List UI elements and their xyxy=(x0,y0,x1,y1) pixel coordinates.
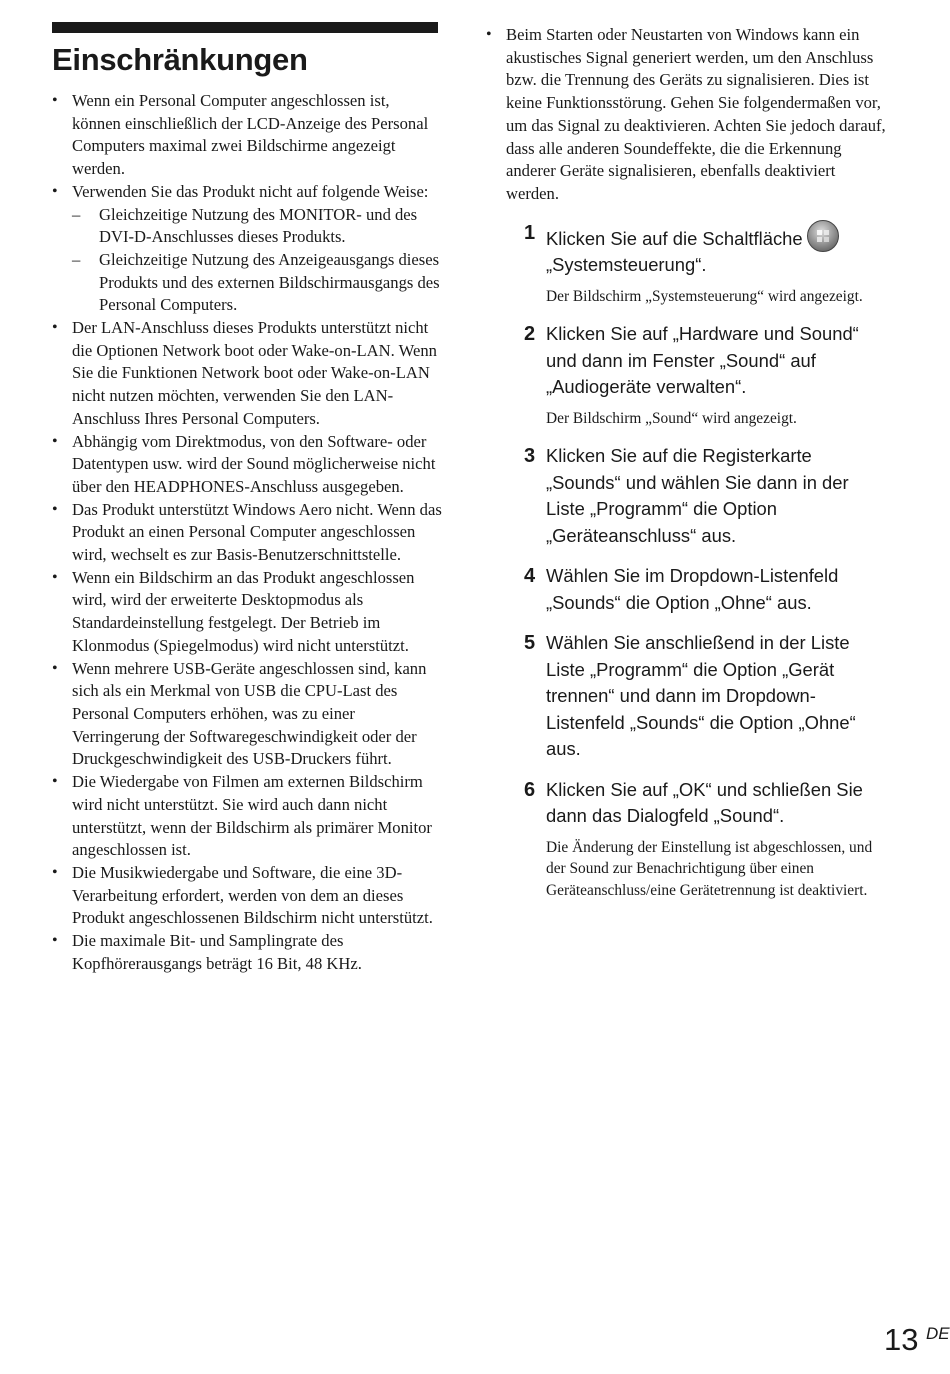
step-number: 1 xyxy=(524,221,536,244)
list-item: • Der LAN-Anschluss dieses Produkts unterstützt nicht die Optionen Network boot oder Wake-on-LAN. Wenn Sie die Funktionen Network boot oder Wake-on-LAN nicht nutzen möchten, verwenden Sie den LAN-Anschluss Ihres Personal Computers. xyxy=(52,317,442,431)
list-item: • Das Produkt unterstützt Windows Aero nicht. Wenn das Produkt an einen Personal Computer angeschlossen wird, wechselt es zur Basis-Benutzerschnittstelle. xyxy=(52,499,442,567)
step-text: Klicken Sie auf die Registerkarte „Sounds“ und wählen Sie dann in der Liste „Programm“ die Option „Geräteanschluss“ aus. xyxy=(546,445,849,546)
list-item: • Die maximale Bit- und Samplingrate des Kopfhörerausgangs beträgt 16 Bit, 48 KHz. xyxy=(52,930,442,975)
step-text-part: „Systemsteuerung“. xyxy=(546,254,707,276)
step-number: 5 xyxy=(524,632,536,655)
step-note: Der Bildschirm „Systemsteuerung“ wird angezeigt. xyxy=(546,287,863,305)
page-number: 13 xyxy=(884,1322,919,1357)
step-text: Wählen Sie im Dropdown-Listenfeld „Sounds“ die Option „Ohne“ aus. xyxy=(546,565,839,613)
step-text-part: Klicken Sie auf die Schaltfläche xyxy=(546,227,803,249)
intro-list xyxy=(486,24,886,206)
step-text: Wählen Sie anschließend in der Liste Liste „Programm“ die Option „Gerät trennen“ und dann im Dropdown-Listenfeld „Sounds“ die Option „Ohne“ aus. xyxy=(546,632,856,760)
list-item: • Die Wiedergabe von Filmen am externen Bildschirm wird nicht unterstützt. Sie wird auch dann nicht unterstützt, wenn der Bildschirm als primärer Monitor angeschlossen ist. xyxy=(52,771,442,862)
list-item: • Die Musikwiedergabe und Software, die eine 3D-Verarbeitung erfordert, werden von dem an dieses Produkt angeschlossenen Bildschirm nicht unterstützt. xyxy=(52,862,442,930)
list-item: • Wenn ein Bildschirm an das Produkt angeschlossen wird, wird der erweiterte Desktopmodus als Standardeinstellung festgelegt. Der Betrieb im Klonmodus (Spiegelmodus) wird nicht unterstützt. xyxy=(52,567,442,658)
step-number: 3 xyxy=(524,445,536,468)
list-item: • Wenn mehrere USB-Geräte angeschlossen sind, kann sich als ein Merkmal von USB die CPU-Last des Personal Computers erhöhen, was zu einer Verringerung der Softwaregeschwindigkeit oder der Druckgeschwindigkeit des USB-Druckers führt. xyxy=(52,658,442,772)
step-number: 6 xyxy=(524,778,536,801)
windows-start-orb-icon xyxy=(807,220,839,252)
intro-text: • Beim Starten oder Neustarten von Windows kann ein akustisches Signal generiert werden, um den Anschluss bzw. die Trennung des Geräts zu signalisieren. Dies ist keine Funktionsstörung. Gehen Sie folgendermaßen vor, um das Signal zu deaktivieren. Achten Sie jedoch darauf, dass alle anderen Soundeffekte, die die Erkennung anderer Geräte signalisieren, ebenfalls deaktiviert werden. xyxy=(486,24,886,206)
step-note: Die Änderung der Einstellung ist abgeschlossen, und der Sound zur Benachrichtigung über einen Geräteanschluss/eine Gerätetrennung ist deaktiviert. xyxy=(546,838,873,899)
step-6 xyxy=(486,777,886,902)
sub-list-item: – Gleichzeitige Nutzung des Anzeigeausgangs dieses Produkts und des externen Bildschirmausgangs des Personal Computers. xyxy=(72,249,442,317)
step-text: Klicken Sie auf „Hardware und Sound“ und dann im Fenster „Sound“ auf „Audiogeräte verwalten“. xyxy=(546,323,859,398)
step-5 xyxy=(486,630,886,763)
sub-list xyxy=(72,204,442,318)
title-rule xyxy=(52,22,438,33)
step-3 xyxy=(486,443,886,549)
step-1 xyxy=(486,220,886,308)
list-item xyxy=(52,181,442,317)
list-item-text: Verwenden Sie das Produkt nicht auf folgende Weise: xyxy=(72,181,429,201)
list-item: • Wenn ein Personal Computer angeschlossen ist, können einschließlich der LCD-Anzeige des Personal Computers maximal zwei Bildschirme angezeigt werden. xyxy=(52,90,442,181)
steps-list xyxy=(486,220,886,902)
step-note: Der Bildschirm „Sound“ wird angezeigt. xyxy=(546,409,797,427)
step-number: 2 xyxy=(524,323,536,346)
step-4 xyxy=(486,563,886,616)
restrictions-list xyxy=(52,90,442,975)
list-item: • Abhängig vom Direktmodus, von den Software- oder Datentypen usw. wird der Sound möglicherweise nicht über den HEADPHONES-Anschluss ausgegeben. xyxy=(52,431,442,499)
step-text xyxy=(546,220,886,279)
left-column xyxy=(52,22,442,975)
step-text: Klicken Sie auf „OK“ und schließen Sie dann das Dialogfeld „Sound“. xyxy=(546,778,863,827)
step-2 xyxy=(486,321,886,429)
step-number: 4 xyxy=(524,565,536,588)
page-language: DE xyxy=(926,1324,950,1343)
section-title: Einschränkungen xyxy=(52,42,308,77)
sub-list-item: – Gleichzeitige Nutzung des MONITOR- und des DVI-D-Anschlusses dieses Produkts. xyxy=(72,204,442,249)
right-column xyxy=(486,24,886,915)
